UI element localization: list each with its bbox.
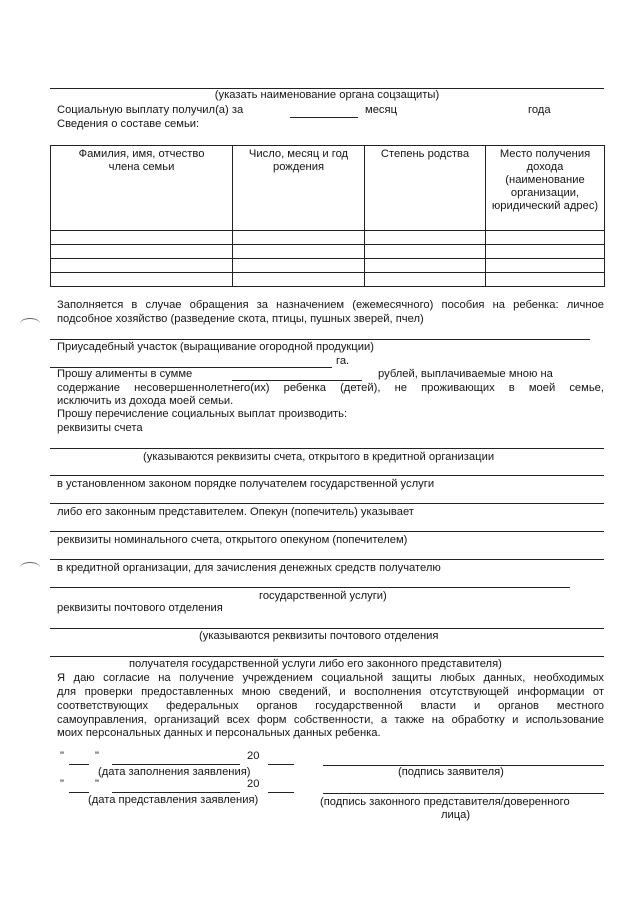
account-caption-1: (указываются реквизиты счета, открытого в кредитной организации [143, 451, 495, 463]
column-header-birthdate: Число, месяц и год рождения [233, 146, 365, 231]
consent-line: самоуправления, организаций всех форм собственности, а также на обработку и использование [57, 714, 604, 726]
payment-month-field[interactable] [290, 117, 358, 118]
year-label: года [528, 104, 551, 116]
account-line[interactable] [50, 475, 604, 476]
account-line[interactable] [50, 531, 604, 532]
table-row [51, 259, 605, 273]
alimony-amount-field[interactable] [232, 380, 362, 381]
table-cell[interactable] [365, 245, 486, 259]
table-cell[interactable] [365, 259, 486, 273]
month-label: месяц [365, 104, 397, 116]
table-row [51, 273, 605, 287]
post-caption-2: получателя государственной услуги либо его законного представителя) [129, 658, 502, 670]
open-quote: " [60, 778, 64, 790]
table-row [51, 245, 605, 259]
account-line[interactable] [50, 559, 604, 560]
consent-line: для проверки предоставленных мною сведений, и восполнения отсутствующей информации от [57, 686, 604, 698]
fill-date-caption: (дата заполнения заявления) [98, 766, 251, 778]
account-caption-2: в установленном законом порядке получателем государственной услуги [57, 478, 435, 490]
post-line[interactable] [50, 656, 604, 657]
applicant-caption: (подпись заявителя) [398, 766, 504, 778]
ga-label: га. [336, 355, 350, 367]
year-prefix: 20 [247, 778, 260, 790]
table-cell[interactable] [486, 231, 605, 245]
alimony-line2: содержание несовершеннолетнего(их) ребенка (детей), не проживающих в моей семье, [57, 382, 604, 394]
consent-last-line: моих персональных данных и персональных данных ребенка. [57, 727, 381, 739]
fill-day-field[interactable] [69, 764, 89, 765]
binder-hole-mark [20, 562, 40, 573]
table-cell[interactable] [365, 231, 486, 245]
table-cell[interactable] [233, 245, 365, 259]
organ-caption: (указать наименование органа соцзащиты) [214, 89, 440, 101]
alimony-prefix: Прошу алименты в сумме [57, 368, 193, 380]
column-header-name: Фамилия, имя, отчество члена семьи [51, 146, 233, 231]
account-caption-5: в кредитной организации, для зачисления денежных средств получателю [57, 562, 441, 574]
table-cell[interactable] [486, 245, 605, 259]
binder-hole-mark [20, 318, 40, 329]
representative-signature-line[interactable] [323, 793, 604, 794]
consent-line: соответствующих федеральных органов государственной власти и органов местного [57, 700, 604, 712]
account-caption-6: государственной услуги) [259, 590, 387, 602]
account-line[interactable] [50, 503, 604, 504]
transfer-request: Прошу перечисление социальных выплат производить: [57, 408, 348, 420]
submit-year-field[interactable] [268, 792, 294, 793]
representative-caption-2: лица) [441, 809, 471, 821]
account-line[interactable] [50, 448, 604, 449]
submit-date-caption: (дата представления заявления) [88, 794, 259, 806]
post-line[interactable] [50, 628, 604, 629]
account-line[interactable] [50, 587, 570, 588]
payment-prefix: Социальную выплату получил(а) за [57, 104, 244, 116]
alimony-line3: исключить из дохода моей семьи. [57, 395, 234, 407]
plot-label: Приусадебный участок (выращивание огородной продукции) [57, 341, 374, 353]
farm-text-line1: Заполняется в случае обращения за назначением (ежемесячного) пособия на ребенка: личное [57, 299, 604, 311]
alimony-suffix: рублей, выплачиваемые мною на [378, 368, 553, 380]
representative-caption-1: (подпись законного представителя/доверенного [320, 796, 570, 808]
family-table [50, 145, 605, 287]
submit-month-field[interactable] [112, 792, 240, 793]
account-caption-4: реквизиты номинального счета, открытого опекуном (попечителем) [57, 534, 408, 546]
submit-day-field[interactable] [69, 792, 89, 793]
table-cell[interactable] [233, 273, 365, 287]
column-header-relation: Степень родства [365, 146, 486, 231]
family-title: Сведения о составе семьи: [57, 118, 200, 130]
post-caption-1: (указываются реквизиты почтового отделения [199, 630, 439, 642]
table-cell[interactable] [486, 259, 605, 273]
table-row [51, 231, 605, 245]
table-cell[interactable] [233, 231, 365, 245]
close-quote: " [95, 778, 99, 790]
year-prefix: 20 [247, 750, 260, 762]
farm-text-line2: подсобное хозяйство (разведение скота, птицы, пушных зверей, пчел) [57, 313, 424, 325]
table-cell[interactable] [51, 231, 233, 245]
table-cell[interactable] [365, 273, 486, 287]
table-cell[interactable] [233, 259, 365, 273]
table-cell[interactable] [51, 259, 233, 273]
close-quote: " [95, 750, 99, 762]
account-label: реквизиты счета [57, 422, 143, 434]
fill-month-field[interactable] [112, 764, 240, 765]
consent-line: Я даю согласие на получение учреждением социальной защиты любых данных, необходимых [57, 672, 604, 684]
account-caption-3: либо его законным представителем. Опекун (попечитель) указывает [57, 506, 414, 518]
post-label: реквизиты почтового отделения [57, 602, 223, 614]
fill-year-field[interactable] [268, 764, 294, 765]
table-cell[interactable] [486, 273, 605, 287]
column-header-income-place: Место получения дохода (наименование организации, юридический адрес) [486, 146, 605, 231]
open-quote: " [60, 750, 64, 762]
table-cell[interactable] [51, 273, 233, 287]
farm-details-line[interactable] [50, 339, 590, 340]
table-header-row [51, 146, 605, 231]
table-cell[interactable] [51, 245, 233, 259]
